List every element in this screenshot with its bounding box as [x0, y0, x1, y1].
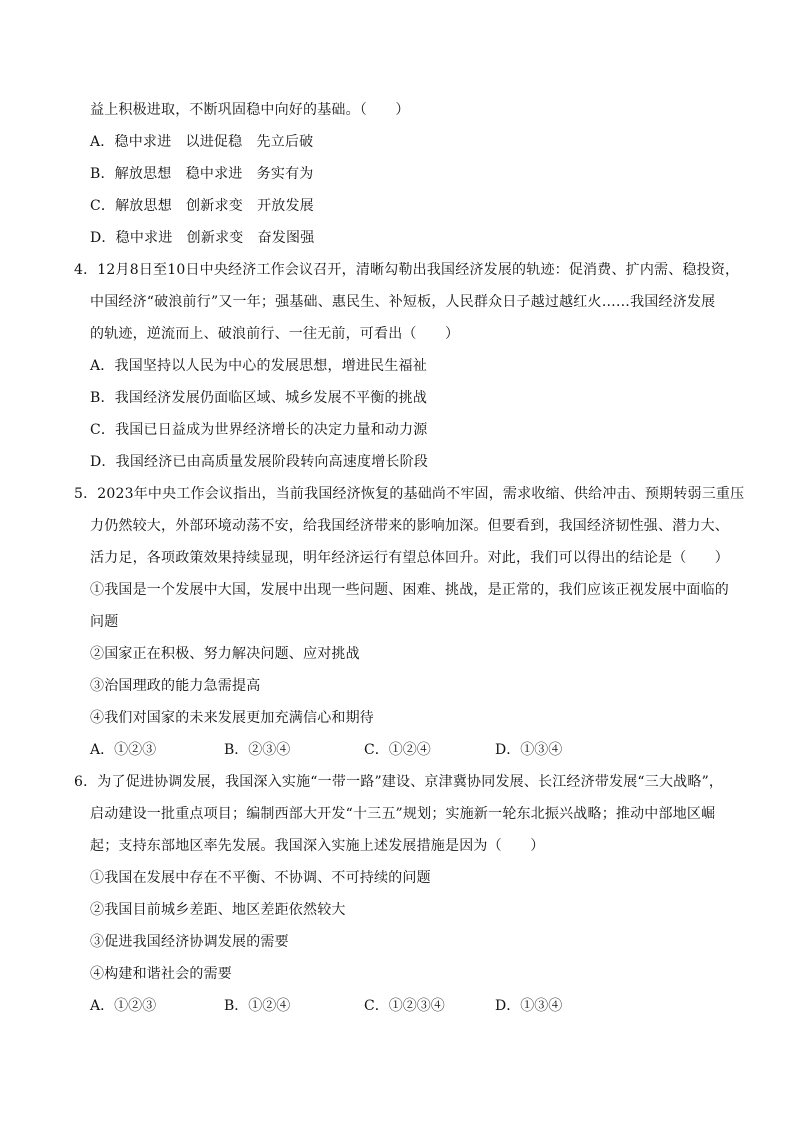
- q4-option-b: B．我国经济发展仍面临区域、城乡发展不平衡的挑战: [90, 390, 428, 406]
- q6-stem-line-2: 启动建设一批重点项目；编制西部大开发“十三五”规划；实施新一轮东北振兴战略；推动中部地区崛: [90, 806, 716, 822]
- q6-choice-c: C．①②③④: [364, 998, 445, 1014]
- q6-statement-1: ①我国在发展中存在不平衡、不协调、不可持续的问题: [90, 870, 431, 886]
- q6-stem-line-3: 起；支持东部地区率先发展。我国深入实施上述发展措施是因为（ ）: [90, 838, 545, 854]
- q6-choice-b: B．①②④: [224, 998, 291, 1014]
- q6-choice-d: D．①③④: [495, 998, 563, 1014]
- q5-statement-3: ③治国理政的能力急需提高: [90, 678, 261, 694]
- q5-choices: [90, 740, 710, 760]
- q5-statement-1-cont: 问题: [90, 614, 119, 630]
- q5-statement-4: ④我们对国家的未来发展更加充满信心和期待: [90, 710, 374, 726]
- q5-statement-2: ②国家正在积极、努力解决问题、应对挑战: [90, 646, 360, 662]
- q6-statement-2: ②我国目前城乡差距、地区差距依然较大: [90, 902, 346, 918]
- q4-option-c: C．我国已日益成为世界经济增长的决定力量和动力源: [90, 422, 428, 438]
- q3-option-b: B．解放思想 稳中求进 务实有为: [90, 166, 314, 182]
- q3-stem-end: 益上积极进取，不断巩固稳中向好的基础。（ ）: [90, 102, 410, 118]
- q5-statement-1: ①我国是一个发展中大国，发展中出现一些问题、困难、挑战，是正常的，我们应该正视发展中面临的: [90, 582, 729, 598]
- q3-option-c: C．解放思想 创新求变 开放发展: [90, 198, 314, 214]
- q4-stem-line-1: 4．12月8日至10日中央经济工作会议召开，清晰勾勒出我国经济发展的轨迹：促消费、扩内需、稳投资，: [74, 262, 740, 278]
- q4-option-d: D．我国经济已由高质量发展阶段转向高速度增长阶段: [90, 454, 429, 470]
- q4-stem-line-3: 的轨迹，逆流而上、破浪前行、一往无前，可看出（ ）: [90, 326, 460, 342]
- q4-option-a: A．我国坚持以人民为中心的发展思想，增进民生福祉: [90, 358, 427, 374]
- q4-stem-line-2: 中国经济“破浪前行”又一年；强基础、惠民生、补短板，人民群众日子越过越红火……我国经济发展: [90, 294, 716, 310]
- q5-choice-b: B．②③④: [224, 742, 291, 758]
- q5-choice-a: A．①②③: [90, 742, 157, 758]
- q3-option-a: A．稳中求进 以进促稳 先立后破: [90, 134, 314, 150]
- q6-choices: [90, 996, 710, 1016]
- q5-choice-c: C．①②④: [364, 742, 431, 758]
- q5-stem-line-3: 活力足，各项政策效果持续显现，明年经济运行有望总体回升。对此，我们可以得出的结论是（ ）: [90, 550, 729, 566]
- q5-stem-line-2: 力仍然较大，外部环境动荡不安，给我国经济带来的影响加深。但要看到，我国经济韧性强、潜力大、: [90, 518, 729, 534]
- q6-statement-3: ③促进我国经济协调发展的需要: [90, 934, 289, 950]
- q5-stem-line-1: 5．2023年中央工作会议指出，当前我国经济恢复的基础尚不牢固，需求收缩、供给冲击、预期转弱三重压: [74, 486, 745, 502]
- q6-stem-line-1: 6．为了促进协调发展，我国深入实施“一带一路”建设、京津冀协同发展、长江经济带发展“三大战略”，: [74, 774, 724, 790]
- q6-choice-a: A．①②③: [90, 998, 157, 1014]
- q5-choice-d: D．①③④: [495, 742, 563, 758]
- q6-statement-4: ④构建和谐社会的需要: [90, 966, 232, 982]
- q3-option-d: D．稳中求进 创新求变 奋发图强: [90, 230, 315, 246]
